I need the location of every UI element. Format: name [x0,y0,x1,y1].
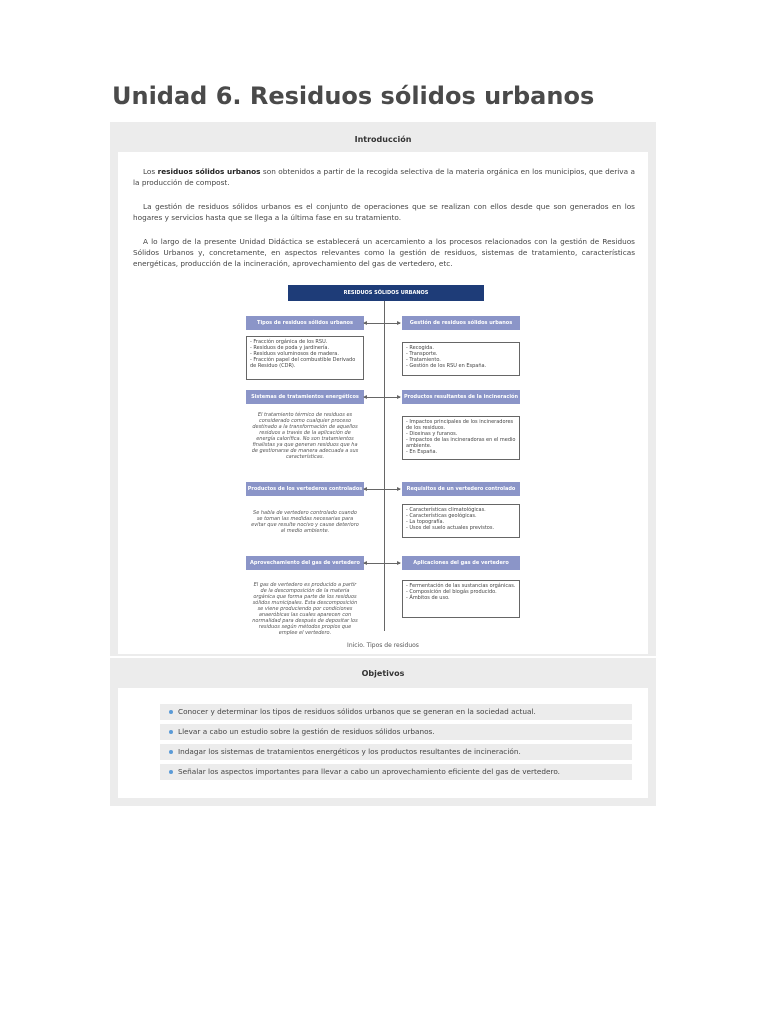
node-productos-incineracion-body [402,416,520,460]
list-item: - Tratamiento. [406,357,441,363]
diagram-root-node: RESIDUOS SÓLIDOS URBANOS [288,285,484,301]
connector-right-2 [384,397,400,398]
node-vertederos-title: Productos de los vertederos controlados [246,482,364,496]
intro-p1-bold: residuos sólidos urbanos [157,167,261,176]
list-item: - Características climatológicas. [406,507,486,513]
list-item: - Fracción orgánica de los RSU. [250,339,328,345]
node-aplicaciones-body [402,580,520,618]
node-sistemas-title: Sistemas de tratamientos energéticos [246,390,364,404]
objective-text: Llevar a cabo un estudio sobre la gestión de residuos sólidos urbanos. [178,727,435,736]
list-item: - Dioxinas y furanos. [406,431,458,437]
node-aprovechamiento-title: Aprovechamiento del gas de vertedero [246,556,364,570]
connector-left-3 [364,489,384,490]
objective-text: Indagar los sistemas de tratamientos energéticos y los productos resultantes de incineración. [178,747,521,756]
list-item [160,744,632,760]
intro-paragraph-1 [133,166,635,188]
bullet-icon [169,730,173,734]
bullet-icon [169,770,173,774]
list-item: - Recogida. [406,345,434,351]
introduction-section [110,122,656,656]
list-item: - Impactos principales de los incineradores de los residuos. [406,419,514,431]
intro-p1-post: son obtenidos a partir de la recogida selectiva de la materia orgánica en los municipios, que deriva a la producción de compost. [133,167,635,187]
connector-right-3 [384,489,400,490]
list-item: - Residuos de poda y jardinería. [250,345,330,351]
diagram-caption: Inicio. Tipos de residuos [347,642,419,649]
page-title: Unidad 6. Residuos sólidos urbanos [112,82,595,110]
objectives-list [160,704,632,784]
intro-p1-pre: Los [143,167,158,176]
node-requisitos-body [402,504,520,538]
list-item: - En España. [406,449,438,455]
list-item: - Fracción papel del combustible Derivado de Residuo (CDR). [250,357,356,369]
objectives-section [110,658,656,806]
bullet-icon [169,710,173,714]
connector-left-4 [364,563,384,564]
list-item: - Residuos voluminosos de madera. [250,351,339,357]
node-tipos-title: Tipos de residuos sólidos urbanos [246,316,364,330]
connector-right-4 [384,563,400,564]
node-aprovechamiento-text: El gas de vertedero es producido a partir de la descomposición de la materia orgánica que forma parte de los residuos sólidos municipales. Esta descomposición se viene produciendo por condiciones anaeróbicas las cuales aparecen con normalidad para después de depositar los residuos según métodos propios que emplee el vertedero. [252,582,358,636]
node-gestion-title: Gestión de residuos sólidos urbanos [402,316,520,330]
list-item: - Características geológicas. [406,513,477,519]
objectives-panel [118,688,648,798]
node-requisitos-title: Requisitos de un vertedero controlado [402,482,520,496]
objective-text: Señalar los aspectos importantes para llevar a cabo un aprovechamiento eficiente del gas de vertedero. [178,767,560,776]
introduction-heading: Introducción [354,135,412,144]
list-item: - La topografía. [406,519,445,525]
diagram-spine [384,301,385,631]
node-vertederos-text: Se habla de vertedero controlado cuando se toman las medidas necesarias para evitar que resulte nocivo y cause deterioro al medio ambiente. [251,510,359,534]
node-tipos-body [246,336,364,380]
list-item [160,724,632,740]
list-item: - Composición del biogás producido. [406,589,497,595]
connector-left-1 [364,323,384,324]
objectives-heading: Objetivos [361,669,405,678]
list-item: - Transporte. [406,351,438,357]
node-aplicaciones-title: Aplicaciones del gas de vertedero [402,556,520,570]
introduction-panel [118,152,648,654]
list-item: - Gestión de los RSU en España. [406,363,487,369]
connector-right-1 [384,323,400,324]
node-productos-incineracion-title: Productos resultantes de la incineración [402,390,520,404]
connector-left-2 [364,397,384,398]
list-item: - Fermentación de las sustancias orgánicas. [406,583,516,589]
list-item: - Usos del suelo actuales previstos. [406,525,495,531]
objective-text: Conocer y determinar los tipos de residuos sólidos urbanos que se generan en la sociedad actual. [178,707,536,716]
rsu-diagram [236,282,526,642]
bullet-icon [169,750,173,754]
intro-paragraph-2: La gestión de residuos sólidos urbanos es el conjunto de operaciones que se realizan con ellos desde que son generados en los hogares y servicios hasta que se llega a la última fase en su tratamiento. [133,202,635,222]
list-item [160,704,632,720]
intro-paragraph-3: A lo largo de la presente Unidad Didáctica se establecerá un acercamiento a los procesos relacionados con la gestión de Residuos Sólidos Urbanos y, concretamente, en aspectos relevantes como la gestión de residuos, sistemas de tratamiento, características energéticas, producción de la incineración, aprovechamiento del gas de vertedero, etc. [133,237,635,268]
node-sistemas-text: El tratamiento térmico de residuos es considerado como cualquier proceso destinado a la transformación de aquellos residuos a través de la aplicación de energía calorífica. No son tratamientos finalistas ya que generan residuos que ha de gestionarse de manera adecuada a sus características. [251,412,359,460]
list-item: - Ámbitos de uso. [406,595,450,601]
list-item [160,764,632,780]
list-item: - Impactos de las incineradoras en el medio ambiente. [406,437,516,449]
node-gestion-body [402,342,520,376]
